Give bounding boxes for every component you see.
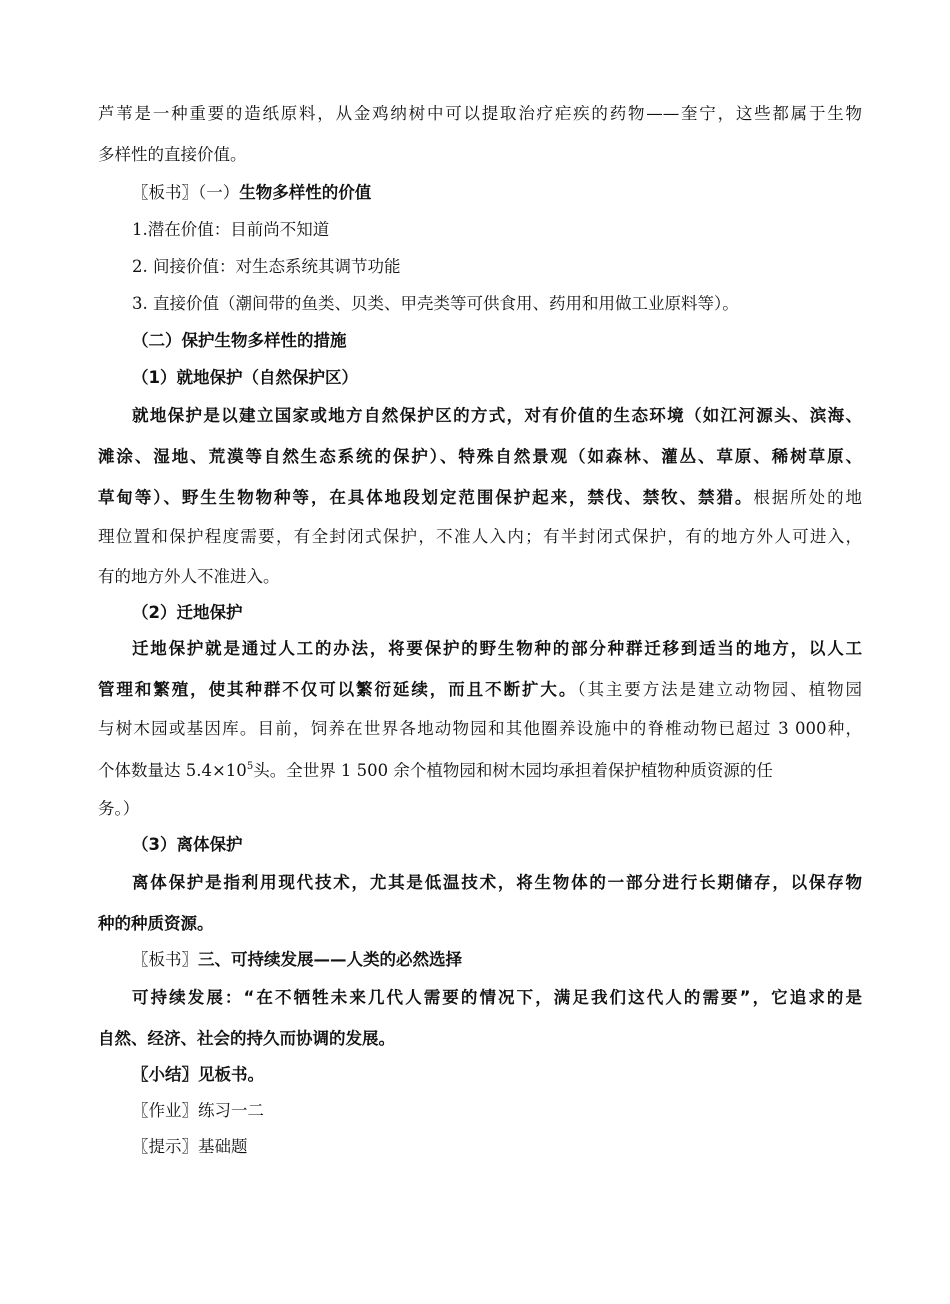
board-heading-2 [132,949,462,971]
paragraph-line: 与树木园或基因库。目前，饲养在世界各地动物园和其他圈养设施中的脊椎动物已超过 3 000种， [98,719,862,738]
board-label: 〖板书〗 [132,950,198,969]
subsection-heading: （2）迁地保护 [132,603,243,622]
section-heading: （二）保护生物多样性的措施 [132,331,347,350]
board-label: 〖板书〗（一） [132,183,240,202]
paragraph-line: 理位置和保护程度需要，有全封闭式保护，不准人入内；有半封闭式保护，有的地方外人可进入， [98,527,862,546]
paragraph-line: 就地保护是以建立国家或地方自然保护区的方式，对有价值的生态环境（如江河源头、滨海、 [132,406,862,425]
list-item: 3. 直接价值（潮间带的鱼类、贝类、甲壳类等可供食用、药用和用做工业原料等）。 [132,294,739,313]
paragraph-line: 多样性的直接价值。 [98,145,247,164]
paragraph-line: 自然、经济、社会的持久而协调的发展。 [98,1029,395,1048]
paragraph-line: 芦苇是一种重要的造纸原料，从金鸡纳树中可以提取治疗疟疾的药物——奎宁，这些都属于生物 [98,104,862,123]
normal-text: 个体数量达 5.4×10 [98,761,247,780]
paragraph-line: 离体保护是指利用现代技术，尤其是低温技术，将生物体的一部分进行长期储存，以保存物 [132,873,862,892]
summary-line: 〖小结〗见板书。 [132,1065,264,1084]
paragraph-line [98,679,862,701]
paragraph-line: 务。） [98,799,140,818]
paragraph-line: 种的种质资源。 [98,914,214,933]
paragraph-line [98,487,862,509]
subsection-heading: （1）就地保护（自然保护区） [132,368,358,387]
list-item: 2. 间接价值：对生态系统其调节功能 [132,257,401,276]
paragraph-line: 迁地保护就是通过人工的办法，将要保护的野生物种的部分种群迁移到适当的地方，以人工 [132,639,862,658]
paragraph-line: 滩涂、湿地、荒漠等自然生态系统的保护）、特殊自然景观（如森林、灌丛、草原、稀树草原、 [98,447,862,466]
board-heading-1 [132,182,371,204]
paragraph-line: 可持续发展：“在不牺牲未来几代人需要的情况下，满足我们这代人的需要”，它追求的是 [132,988,862,1007]
heading-text: 生物多样性的价值 [239,183,372,202]
heading-text: 三、可持续发展——人类的必然选择 [198,950,462,969]
paragraph-line: 有的地方外人不准进入。 [98,567,280,586]
bold-text: 草甸等）、野生生物物种等，在具体地段划定范围保护起来，禁伐、禁牧、禁猎。 [98,488,754,507]
homework-line: 〖作业〗练习一二 [132,1101,264,1120]
normal-text: 根据所处的地 [753,488,863,507]
list-item: 1.潜在价值：目前尚不知道 [132,220,330,239]
superscript: 5 [246,761,254,772]
bold-text: 管理和繁殖，使其种群不仅可以繁衍延续，而且不断扩大。 [98,680,578,699]
normal-text: 头。全世界 1 500 余个植物园和树木园均承担着保护植物种质资源的任 [253,761,773,780]
normal-text: （其主要方法是建立动物园、植物园 [577,680,863,699]
subsection-heading: （3）离体保护 [132,835,243,854]
paragraph-line [98,760,773,782]
hint-line: 〖提示〗基础题 [132,1137,248,1156]
